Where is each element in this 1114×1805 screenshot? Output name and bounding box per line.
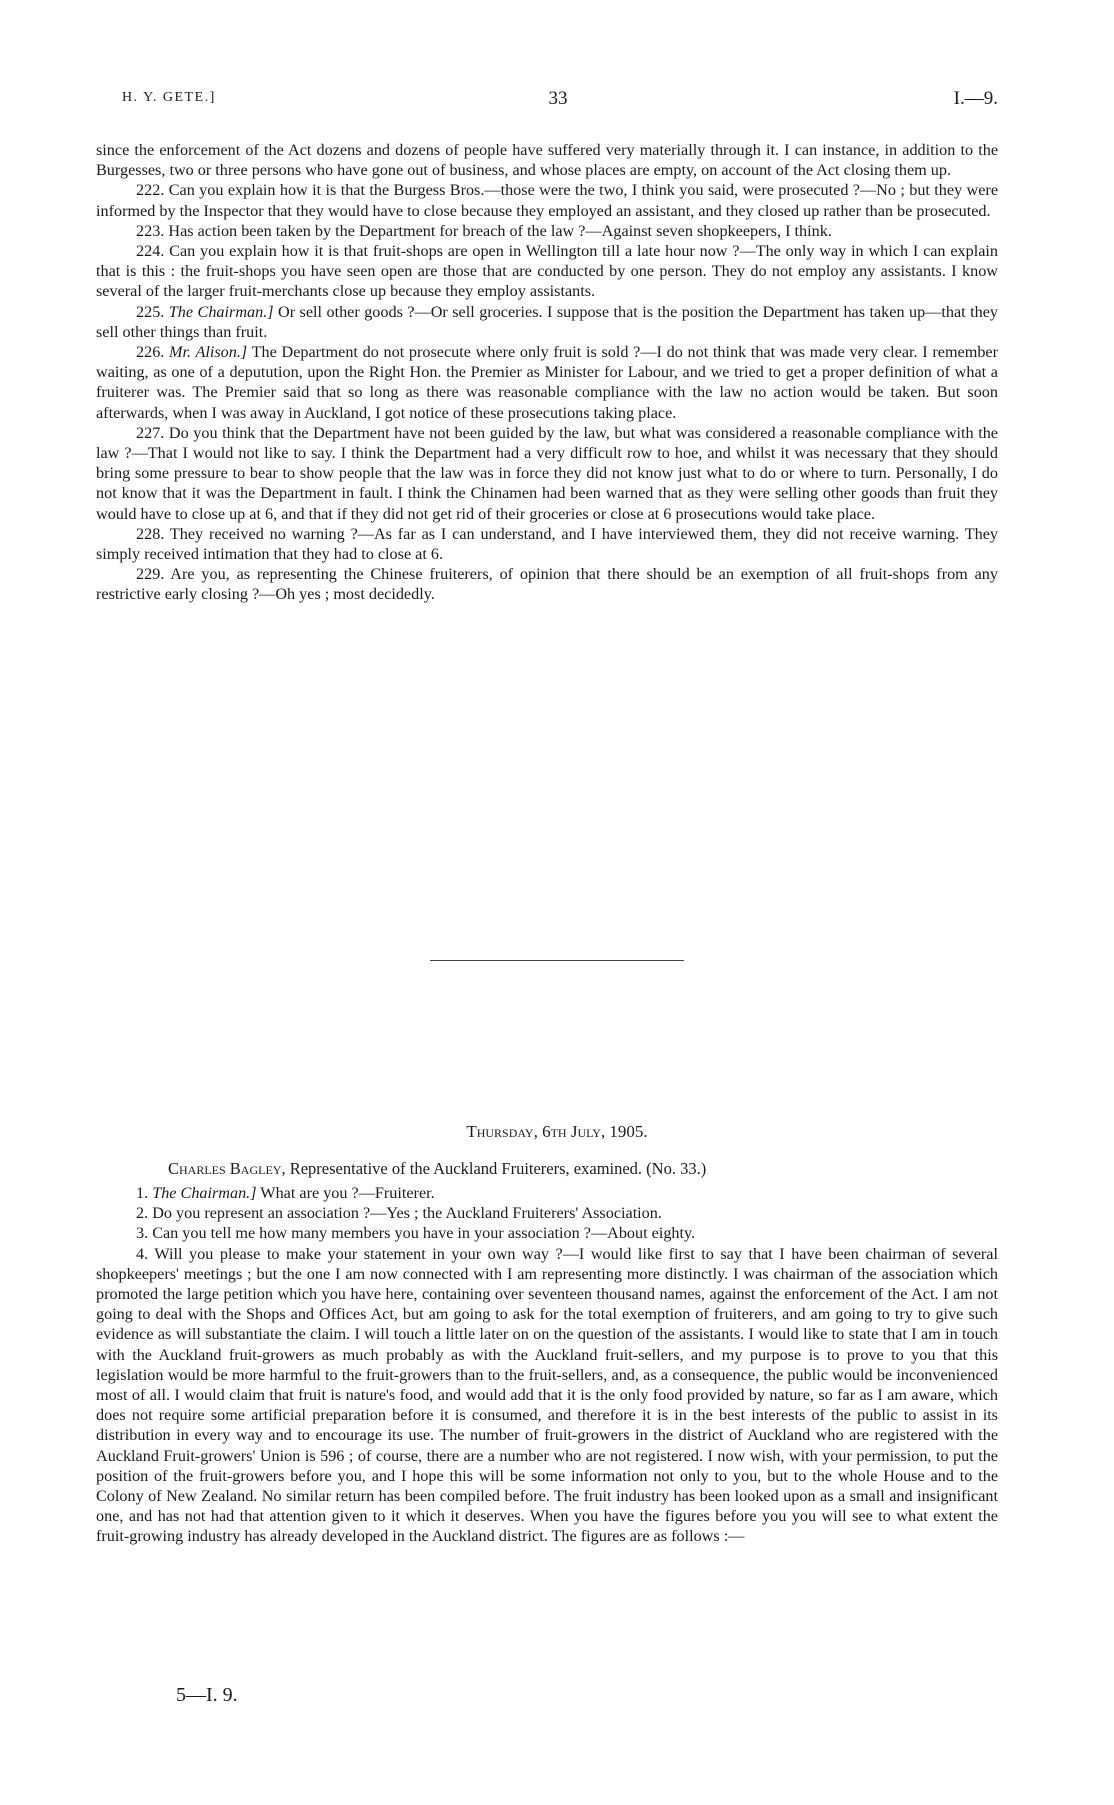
witness-heading [168, 1159, 706, 1179]
question-4: 4. Will you please to make your statement in your own way ?—I would like first to say that I have been chairman of several shopkeepers' meetings ; but the one I am now connected with I am representing more distinctly. I was chairman of the association which promoted the large petition which you have here, containing over seventeen thousand names, against the enforcement of the Act. I am not going to deal with the Shops and Offices Act, but am going to ask for the total exemption of fruiterers, and am going to try to give such evidence as will substantiate the claim. I will touch a little later on on the question of the assistants. I would like to state that I am in touch with the Auckland fruit-growers as much probably as with the Auckland fruit-sellers, and my purpose is to prove to you that this legislation would be more harmful to the fruit-growers than to the fruit-sellers, and, as a consequence, the public would be inconvenienced most of all. I would claim that fruit is nature's food, and would add that it is the only food provided by nature, so far as I am aware, which does not require some artificial preparation before it is consumed, and therefore it is in the best interests of the public to assist in its distribution in every way and to encourage its use. The number of fruit-growers in the district of Auckland who are registered with the Auckland Fruit-growers' Union is 596 ; of course, there are a number who are not registered. I now wish, with your permission, to put the position of the fruit-growers before you, and I hope this will be some information not only to you, but to the whole House and to the Colony of New Zealand. No similar return has been compiled before. The fruit industry has been looked upon as a small and insignificant one, and has not had that attention given to it which it deserves. When you have the figures before you you will see to what extent the fruit-growing industry has already developed in the Auckland district. The figures are as follows :— [96, 1244, 998, 1546]
question-text: What are you ?—Fruiterer. [256, 1184, 435, 1202]
speaker: The Chairman.] [168, 302, 274, 321]
session-date: Thursday, 6th July, 1905. [466, 1122, 648, 1141]
question-227: 227. Do you think that the Department have not been guided by the law, but what was considered a reasonable compliance with the law ?—That I would not like to say. I think the Department had a very difficult row to hoe, and whilst it was necessary that they should bring some pressure to bear to show people that the law was in force they did not know just what to do or where to turn. Personally, I do not know that it was the Department in fault. I think the Chinamen had been warned that as they were selling other goods than fruit they would have to close up at 6, and that if they did not get rid of their groceries or close at 6 prosecutions would take place. [96, 423, 998, 523]
evidence-section-2 [96, 1183, 998, 1547]
question-228: 228. They received no warning ?—As far as I can understand, and I have interviewed them, they did not receive warning. They simply received intimation that they had to close at 6. [96, 524, 998, 564]
signature-mark: 5—I. 9. [176, 1684, 238, 1706]
question-text: Or sell other goods ?—Or sell groceries. I suppose that is the position the Department has taken up—that they sell other things than fruit. [96, 302, 998, 341]
question-number: 1. [136, 1184, 149, 1202]
question-2: 2. Do you represent an association ?—Yes ; the Auckland Fruiterers' Association. [136, 1204, 662, 1223]
witness-name: Charles Bagley [168, 1159, 282, 1178]
paragraph: since the enforcement of the Act dozens and dozens of people have suffered very materially through it. I can instance, in addition to the Burgesses, two or three persons who have gone out of business, and whose places are empty, on account of the Act closing them up. [96, 141, 998, 180]
question-224: 224. Can you explain how it is that fruit-shops are open in Wellington till a late hour now ?—The only way in which I can explain that is this : the fruit-shops you have seen open are those that are conducted by one person. They do not employ any assistants. I know several of the larger fruit-merchants close up because they employ assistants. [96, 242, 998, 301]
question-229: 229. Are you, as representing the Chinese fruiterers, of opinion that there should be an exemption of all fruit-shops from any restrictive early closing ?—Oh yes ; most decidedly. [96, 565, 998, 604]
question-223: 223. Has action been taken by the Department for breach of the law ?—Against seven shopkeepers, I think. [136, 221, 832, 240]
question-3: 3. Can you tell me how many members you have in your association ?—About eighty. [136, 1224, 696, 1243]
header-witness-name: H. Y. GETE.] [122, 90, 216, 105]
page-number: 33 [548, 88, 568, 109]
speaker: Mr. Alison.] [169, 343, 248, 362]
question-225 [96, 302, 998, 342]
question-number: 226. [136, 343, 165, 362]
evidence-section-1 [96, 140, 998, 605]
question-226 [96, 342, 998, 423]
question-text: The Department do not prosecute where only fruit is sold ?—I do not think that was made very clear. I remember waiting, as one of a deputution, upon the Right Hon. the Premier as Minister for Labour, and we tried to get a proper definition of what a fruiterer was. The Premier said that so long as there was reasonable compliance with the law no action would be taken. But soon afterwards, when I was away in Auckland, I got notice of these prosecutions taking place. [96, 343, 998, 422]
question-number: 225. [136, 302, 165, 321]
witness-description: , Representative of the Auckland Fruiterers, examined. (No. 33.) [281, 1159, 707, 1178]
section-divider [430, 960, 684, 961]
question-1 [96, 1183, 998, 1203]
page-header [118, 88, 998, 112]
question-222: 222. Can you explain how it is that the Burgess Bros.—those were the two, I think you said, were prosecuted ?—No ; but they were informed by the Inspector that they would have to close because they employed an assistant, and they closed up rather than be prosecuted. [96, 181, 998, 220]
paper-reference: I.—9. [953, 88, 998, 109]
speaker: The Chairman.] [152, 1184, 257, 1202]
